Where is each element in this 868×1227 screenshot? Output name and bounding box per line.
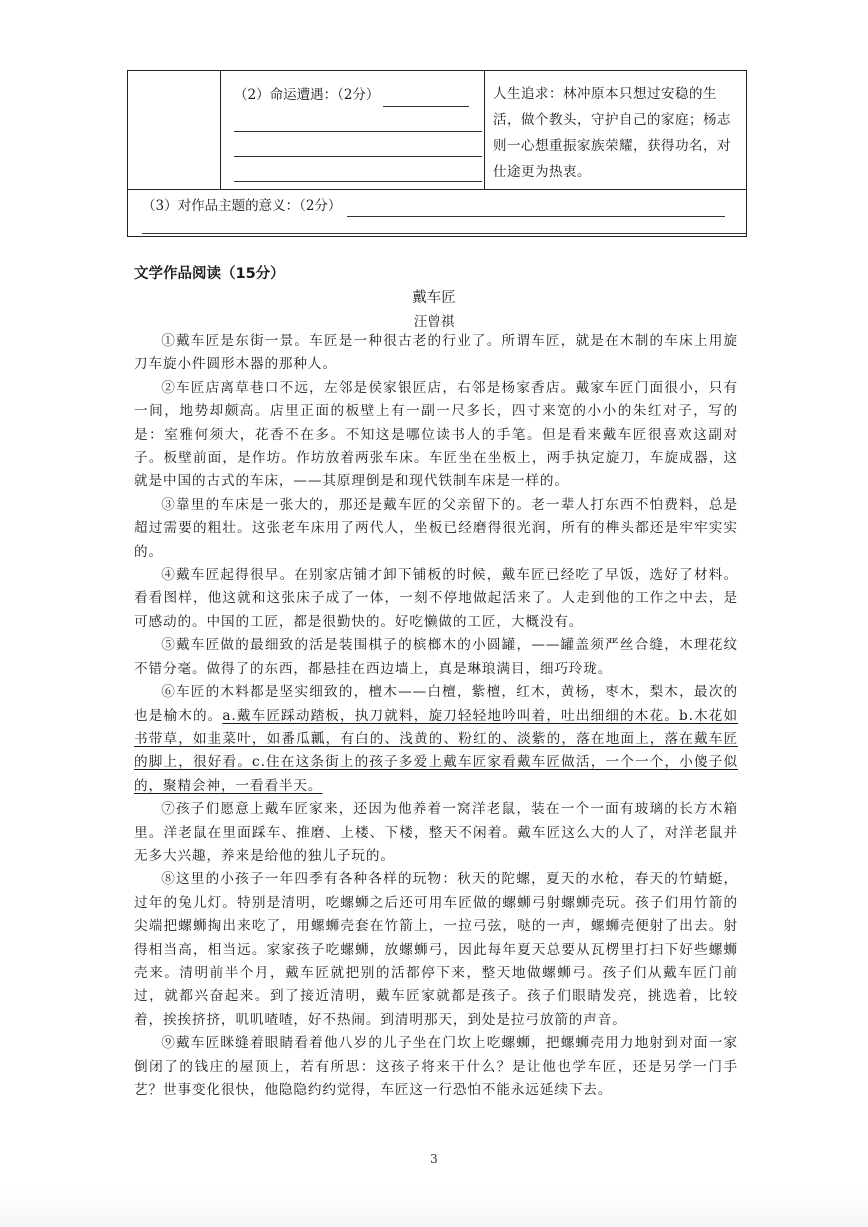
answer-blank[interactable] (347, 201, 725, 217)
story-title: 戴车匠 (412, 290, 456, 306)
story-author: 汪曾祺 (413, 314, 455, 330)
fate-answer-cell (234, 83, 484, 182)
paragraph-6-intro: ⑥车匠的木料都是坚实细致的，檀木——白檀，紫檀，红木，黄杨，枣木，梨木，最次的也是榆木的。 (134, 684, 738, 724)
theme-question-label: （3）对作品主题的意义：（2分） (142, 198, 342, 214)
story-body (134, 330, 738, 1102)
answer-table (127, 70, 747, 237)
answer-blank[interactable] (234, 111, 482, 132)
paragraph-2: ②车匠店离草巷口不远，左邻是侯家银匠店，右邻是杨家香店。戴家车匠门面很小，只有一间，地势却颇高。店里正面的板壁上有一副一尺多长，四寸来宽的小小的朱红对子，写的是：室雅何须大，花香不在多。不知这是哪位读书人的手笔。但是看来戴车匠很喜欢这副对子。板壁前面，是作坊。作坊放着两张车床。车匠坐在坐板上，两手执定旋刀，车旋成器，这就是中国的古式的车床，——其原理倒是和现代铁制车床是一样的。 (134, 379, 738, 490)
theme-answer-cell (142, 195, 742, 234)
scan-shadow (0, 1188, 868, 1227)
answer-blank[interactable] (383, 90, 469, 107)
table-divider (484, 71, 485, 189)
table-divider (220, 71, 221, 189)
pursuit-cell: 人生追求：林冲原本只想过安稳的生活，做个教头，守护自己的家庭；杨志则一心想重振家族荣耀，获得功名，对仕途更为热衷。 (493, 86, 731, 180)
paragraph-4: ④戴车匠起得很早。在别家店铺才卸下铺板的时候，戴车匠已经吃了早饭，选好了材料。看看图样，他这就和这张床子成了一体，一刻不停地做起活来了。人走到他的工作之中去，是可感动的。中国的工匠，都是很勤快的。好吃懒做的工匠，大概没有。 (134, 567, 738, 630)
paragraph-5: ⑤戴车匠做的最细致的活是装围棋子的槟榔木的小圆罐，——罐盖须严丝合缝，木理花纹不错分毫。做得了的东西，都悬挂在西边墙上，真是琳琅满目，细巧玲珑。 (134, 637, 738, 677)
table-divider (128, 189, 746, 190)
answer-blank[interactable] (234, 161, 482, 182)
answer-blank[interactable] (142, 219, 747, 234)
underlined-sentences: a.戴车匠踩动踏板，执刀就料，旋刀轻轻地吟叫着，吐出细细的木花。b.木花如书带草，如韭菜叶，如番瓜瓤，有白的、浅黄的、粉红的、淡紫的，落在地面上，落在戴车匠的脚上，很好看。c.住在这条街上的孩子多爱上戴车匠家看戴车匠做活，一个一个，小傻子似的，聚精会神，一看看半天。 (134, 707, 738, 794)
paragraph-7: ⑦孩子们愿意上戴车匠家来，还因为他养着一窝洋老鼠，装在一个一面有玻璃的长方木箱里。洋老鼠在里面踩车、推磨、上楼、下楼，整天不闲着。戴车匠这么大的人了，对洋老鼠并无多大兴趣，养来是给他的独儿子玩的。 (134, 801, 738, 864)
page-number: 3 (430, 1152, 438, 1166)
section-title: 文学作品阅读（15分） (134, 266, 285, 282)
paragraph-9: ⑨戴车匠眯缝着眼睛看着他八岁的儿子坐在门坎上吃螺蛳，把螺蛳壳用力地射到对面一家倒闭了的钱庄的屋顶上，若有所思：这孩子将来干什么？是让他也学车匠，还是另学一门手艺？世事变化很快，他隐隐约约觉得，车匠这一行恐怕不能永远延续下去。 (134, 1035, 738, 1098)
paragraph-3: ③靠里的车床是一张大的，那还是戴车匠的父亲留下的。老一辈人打东西不怕费料，总是超过需要的粗壮。这张老车床用了两代人，坐板已经磨得很光润，所有的榫头都还是牢牢实实的。 (134, 496, 738, 560)
paragraph-1: ①戴车匠是东街一景。车匠是一种很古老的行业了。所谓车匠，就是在木制的车床上用旋刀车旋小件圆形木器的那种人。 (134, 333, 738, 373)
paragraph-6 (134, 681, 738, 798)
paragraph-8: ⑧这里的小孩子一年四季有各种各样的玩物：秋天的陀螺，夏天的水枪，春天的竹蜻蜓，过年的兔儿灯。特别是清明，吃螺蛳之后还可用车匠做的螺蛳弓射螺蛳壳玩。孩子们用竹箭的尖端把螺蛳掏出来吃了，用螺蛳壳套在竹箭上，一拉弓弦，哒的一声，螺蛳壳便射了出去。射得相当高，相当远。家家孩子吃螺蛳，放螺蛳弓，因此每年夏天总要从瓦楞里打扫下好些螺蛳壳来。清明前半个月，戴车匠就把别的活都停下来，整天地做螺蛳弓。孩子们从戴车匠门前过，就都兴奋起来。到了接近清明，戴车匠家就都是孩子。孩子们眼睛发亮，挑选着，比较着，挨挨挤挤，叽叽喳喳，好不热闹。到清明那天，到处是拉弓放箭的声音。 (134, 871, 738, 1028)
answer-blank[interactable] (234, 136, 482, 157)
fate-question-label: （2）命运遭遇：（2分） (234, 87, 380, 103)
